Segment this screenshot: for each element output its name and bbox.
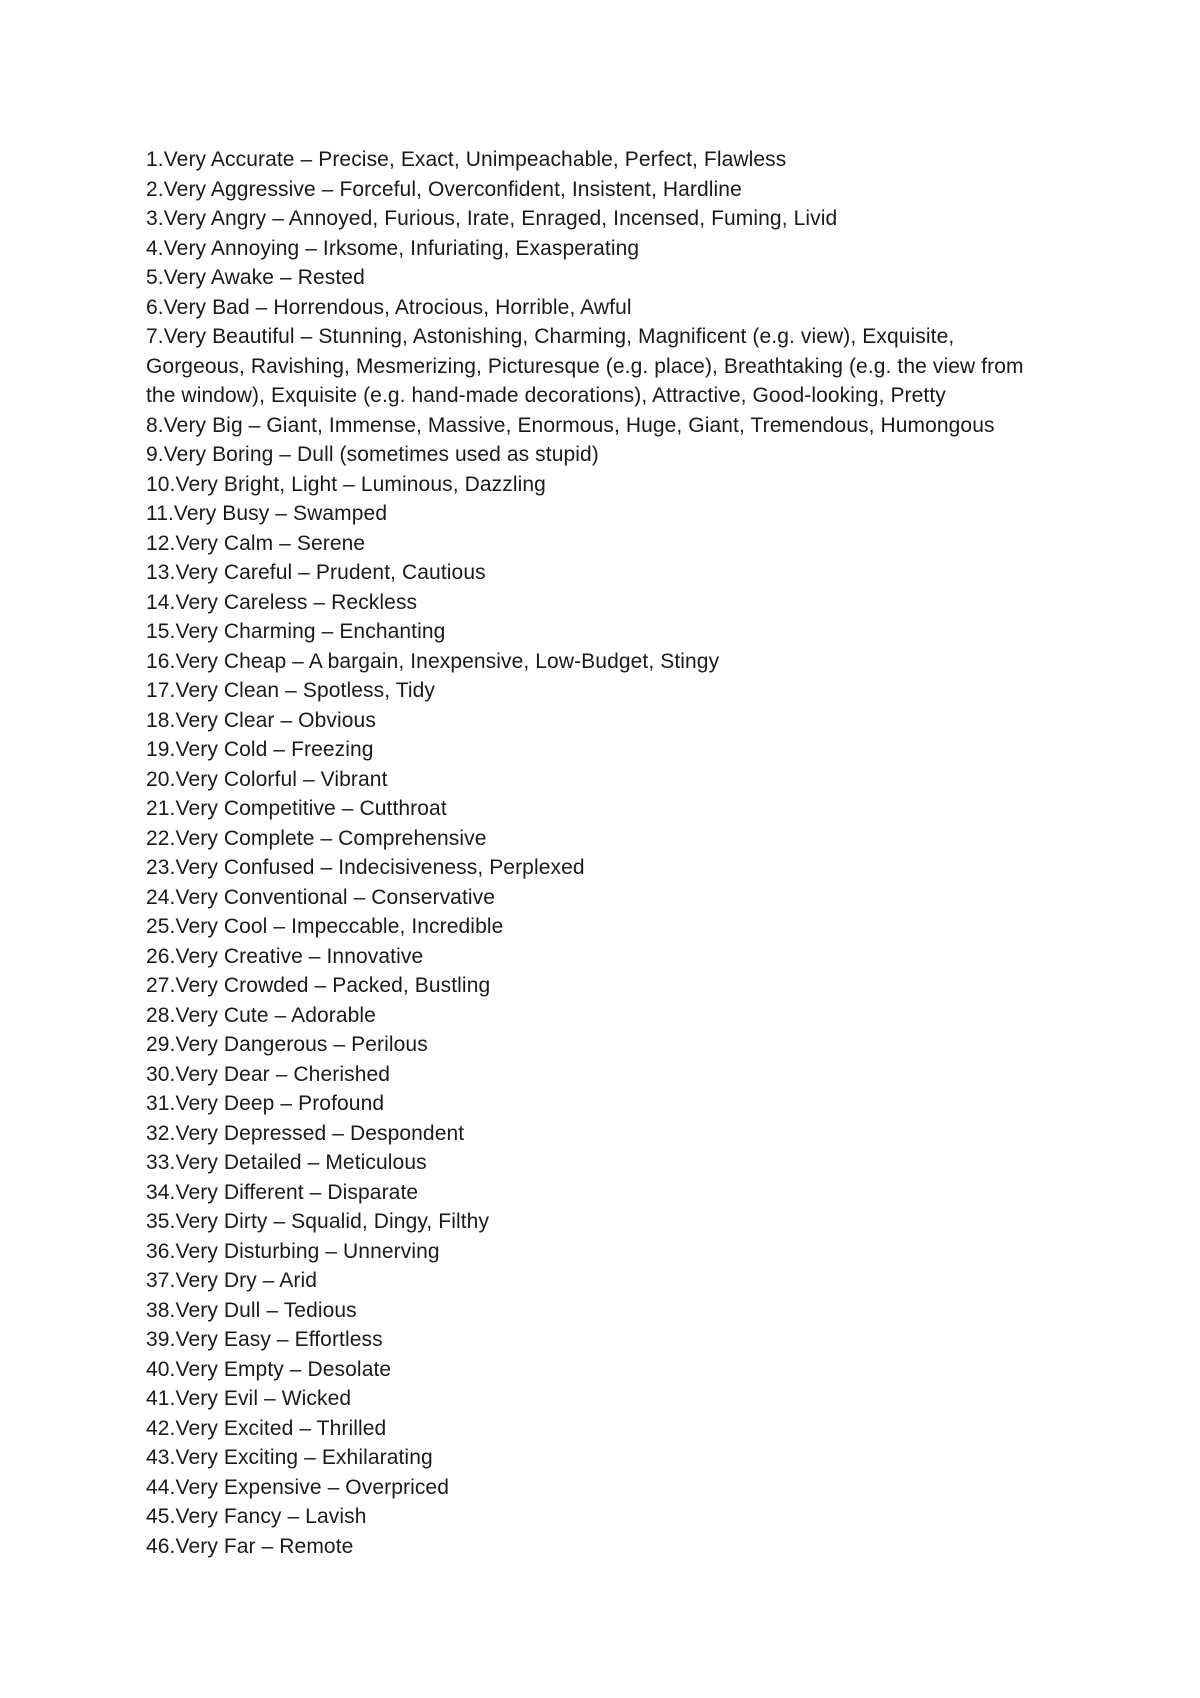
list-item: 46.Very Far – Remote xyxy=(146,1534,354,1558)
list-item: 20.Very Colorful – Vibrant xyxy=(146,767,388,791)
list-item: 35.Very Dirty – Squalid, Dingy, Filthy xyxy=(146,1210,490,1233)
list-item: 44.Very Expensive – Overpriced xyxy=(146,1475,449,1499)
list-item: 31.Very Deep – Profound xyxy=(146,1092,385,1115)
list-item: 8.Very Big – Giant, Immense, Massive, Enormous, Huge, Giant, Tremendous, Humongous xyxy=(146,413,995,437)
list-item: 27.Very Crowded – Packed, Bustling xyxy=(146,974,491,997)
list-item: 2.Very Aggressive – Forceful, Overconfident, Insistent, Hardline xyxy=(146,177,742,201)
list-item: 24.Very Conventional – Conservative xyxy=(146,885,496,909)
list-item: 10.Very Bright, Light – Luminous, Dazzling xyxy=(146,472,546,496)
list-item: 13.Very Careful – Prudent, Cautious xyxy=(146,561,486,584)
list-item: 26.Very Creative – Innovative xyxy=(146,944,424,968)
list-item: 17.Very Clean – Spotless, Tidy xyxy=(146,679,435,702)
list-item: 18.Very Clear – Obvious xyxy=(146,708,376,732)
list-item: 16.Very Cheap – A bargain, Inexpensive, Low-Budget, Stingy xyxy=(146,649,720,673)
list-item: 40.Very Empty – Desolate xyxy=(146,1357,392,1381)
list-item: 45.Very Fancy – Lavish xyxy=(146,1505,367,1528)
list-item: 28.Very Cute – Adorable xyxy=(146,1003,376,1027)
list-item: 6.Very Bad – Horrendous, Atrocious, Horrible, Awful xyxy=(146,295,632,319)
list-item: 39.Very Easy – Effortless xyxy=(146,1328,383,1351)
list-item: 37.Very Dry – Arid xyxy=(146,1269,318,1292)
list-item: 30.Very Dear – Cherished xyxy=(146,1062,391,1086)
list-item: 42.Very Excited – Thrilled xyxy=(146,1416,387,1440)
list-item: 4.Very Annoying – Irksome, Infuriating, Exasperating xyxy=(146,236,640,260)
list-item: 9.Very Boring – Dull (sometimes used as stupid) xyxy=(146,443,599,466)
list-item: 21.Very Competitive – Cutthroat xyxy=(146,797,447,820)
list-item: 32.Very Depressed – Despondent xyxy=(146,1121,465,1145)
list-item: 19.Very Cold – Freezing xyxy=(146,738,374,761)
list-item: 33.Very Detailed – Meticulous xyxy=(146,1151,427,1174)
list-item: 11.Very Busy – Swamped xyxy=(146,502,388,525)
list-item: 1.Very Accurate – Precise, Exact, Unimpeachable, Perfect, Flawless xyxy=(146,148,787,171)
list-item: 22.Very Complete – Comprehensive xyxy=(146,826,487,850)
list-item: 38.Very Dull – Tedious xyxy=(146,1298,357,1322)
list-item: 36.Very Disturbing – Unnerving xyxy=(146,1239,440,1263)
list-item: 5.Very Awake – Rested xyxy=(146,266,365,289)
list-item: 7.Very Beautiful – Stunning, Astonishing, Charming, Magnificent (e.g. view), Exquisite, Gorgeous, Ravishing, Mesmerizing, Picturesque (e.g. place), Breathtaking (e.g. the view from the window), Exquisite (e.g. hand-made decorations), Attractive, Good-looking, Pretty xyxy=(146,325,1024,407)
list-item: 43.Very Exciting – Exhilarating xyxy=(146,1446,433,1469)
list-item: 34.Very Different – Disparate xyxy=(146,1180,419,1204)
list-item: 23.Very Confused – Indecisiveness, Perplexed xyxy=(146,856,585,879)
list-item: 15.Very Charming – Enchanting xyxy=(146,620,446,643)
list-item: 29.Very Dangerous – Perilous xyxy=(146,1033,428,1056)
list-item: 12.Very Calm – Serene xyxy=(146,531,366,555)
list-item: 41.Very Evil – Wicked xyxy=(146,1387,352,1410)
synonym-list xyxy=(146,145,1046,1561)
list-item: 14.Very Careless – Reckless xyxy=(146,590,418,614)
list-item: 25.Very Cool – Impeccable, Incredible xyxy=(146,915,504,938)
list-item: 3.Very Angry – Annoyed, Furious, Irate, Enraged, Incensed, Fuming, Livid xyxy=(146,207,838,230)
